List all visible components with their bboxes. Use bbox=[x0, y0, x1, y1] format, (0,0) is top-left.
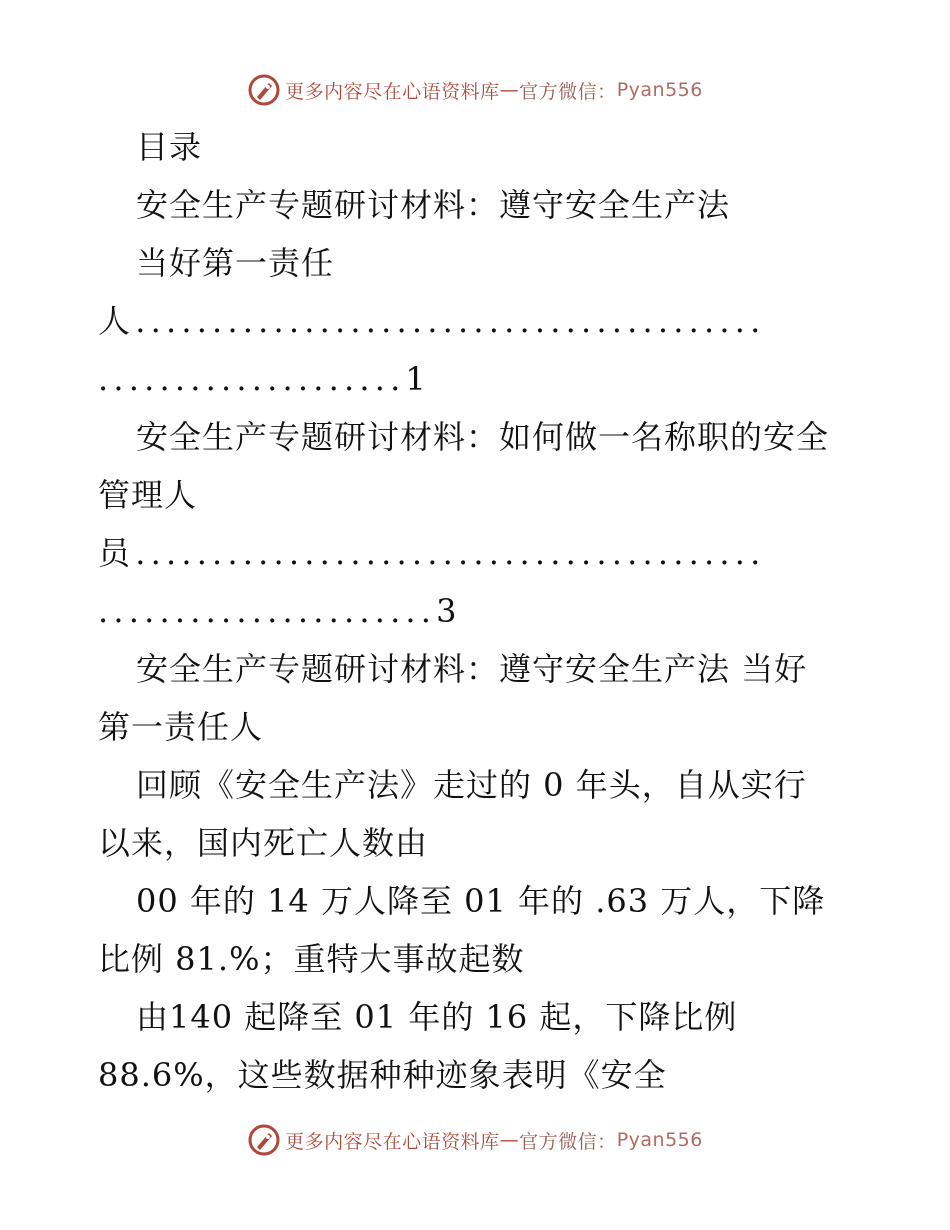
header-banner bbox=[0, 70, 950, 110]
toc-heading: 目录 bbox=[136, 128, 203, 166]
article-paragraph-line: 比例 81.%；重特大事故起数 bbox=[98, 940, 525, 978]
toc-entry-1-line-2[interactable]: 当好第一责任 bbox=[136, 244, 335, 282]
banner-separator: — bbox=[499, 79, 520, 101]
article-paragraph-line: 88.6%，这些数据种种迹象表明《安全 bbox=[98, 1056, 667, 1094]
toc-entry-2-leader[interactable]: 员......................................... bbox=[98, 534, 766, 572]
article-paragraph-line: 由140 起降至 01 年的 16 起，下降比例 bbox=[136, 998, 738, 1036]
toc-entry-2-line-1[interactable]: 安全生产专题研讨材料：如何做一名称职的安全 bbox=[136, 418, 830, 456]
banner-brand-text: 更多内容尽在心语资料库 bbox=[285, 80, 500, 103]
document-body bbox=[98, 118, 858, 1104]
toc-entry-1-line-1[interactable]: 安全生产专题研讨材料：遵守安全生产法 bbox=[136, 186, 731, 224]
toc-entry-2-line-2[interactable]: 管理人 bbox=[98, 476, 198, 514]
article-title-line-2: 第一责任人 bbox=[98, 708, 264, 746]
pen-nib-icon bbox=[247, 73, 281, 107]
banner-wechat-label: 官方微信： bbox=[519, 1130, 617, 1153]
article-title-line-1: 安全生产专题研讨材料：遵守安全生产法 当好 bbox=[136, 650, 808, 688]
banner-handle: Pyan556 bbox=[616, 79, 703, 101]
article-paragraph-line: 回顾《安全生产法》走过的 0 年头，自从实行 bbox=[136, 766, 807, 804]
article-paragraph-line: 00 年的 14 万人降至 01 年的 .63 万人，下降 bbox=[136, 882, 826, 920]
banner-separator: — bbox=[499, 1129, 520, 1151]
toc-entry-1-leader[interactable]: 人......................................... bbox=[98, 302, 766, 340]
toc-entry-1-page[interactable]: ....................1 bbox=[98, 360, 431, 398]
banner-handle: Pyan556 bbox=[616, 1129, 703, 1151]
article-paragraph-line: 以来，国内死亡人数由 bbox=[98, 824, 429, 862]
pen-nib-icon bbox=[247, 1123, 281, 1157]
banner-wechat-label: 官方微信： bbox=[519, 80, 617, 103]
toc-entry-2-page[interactable]: ......................3 bbox=[98, 592, 462, 630]
banner-brand-text: 更多内容尽在心语资料库 bbox=[285, 1130, 500, 1153]
footer-banner bbox=[0, 1120, 950, 1160]
